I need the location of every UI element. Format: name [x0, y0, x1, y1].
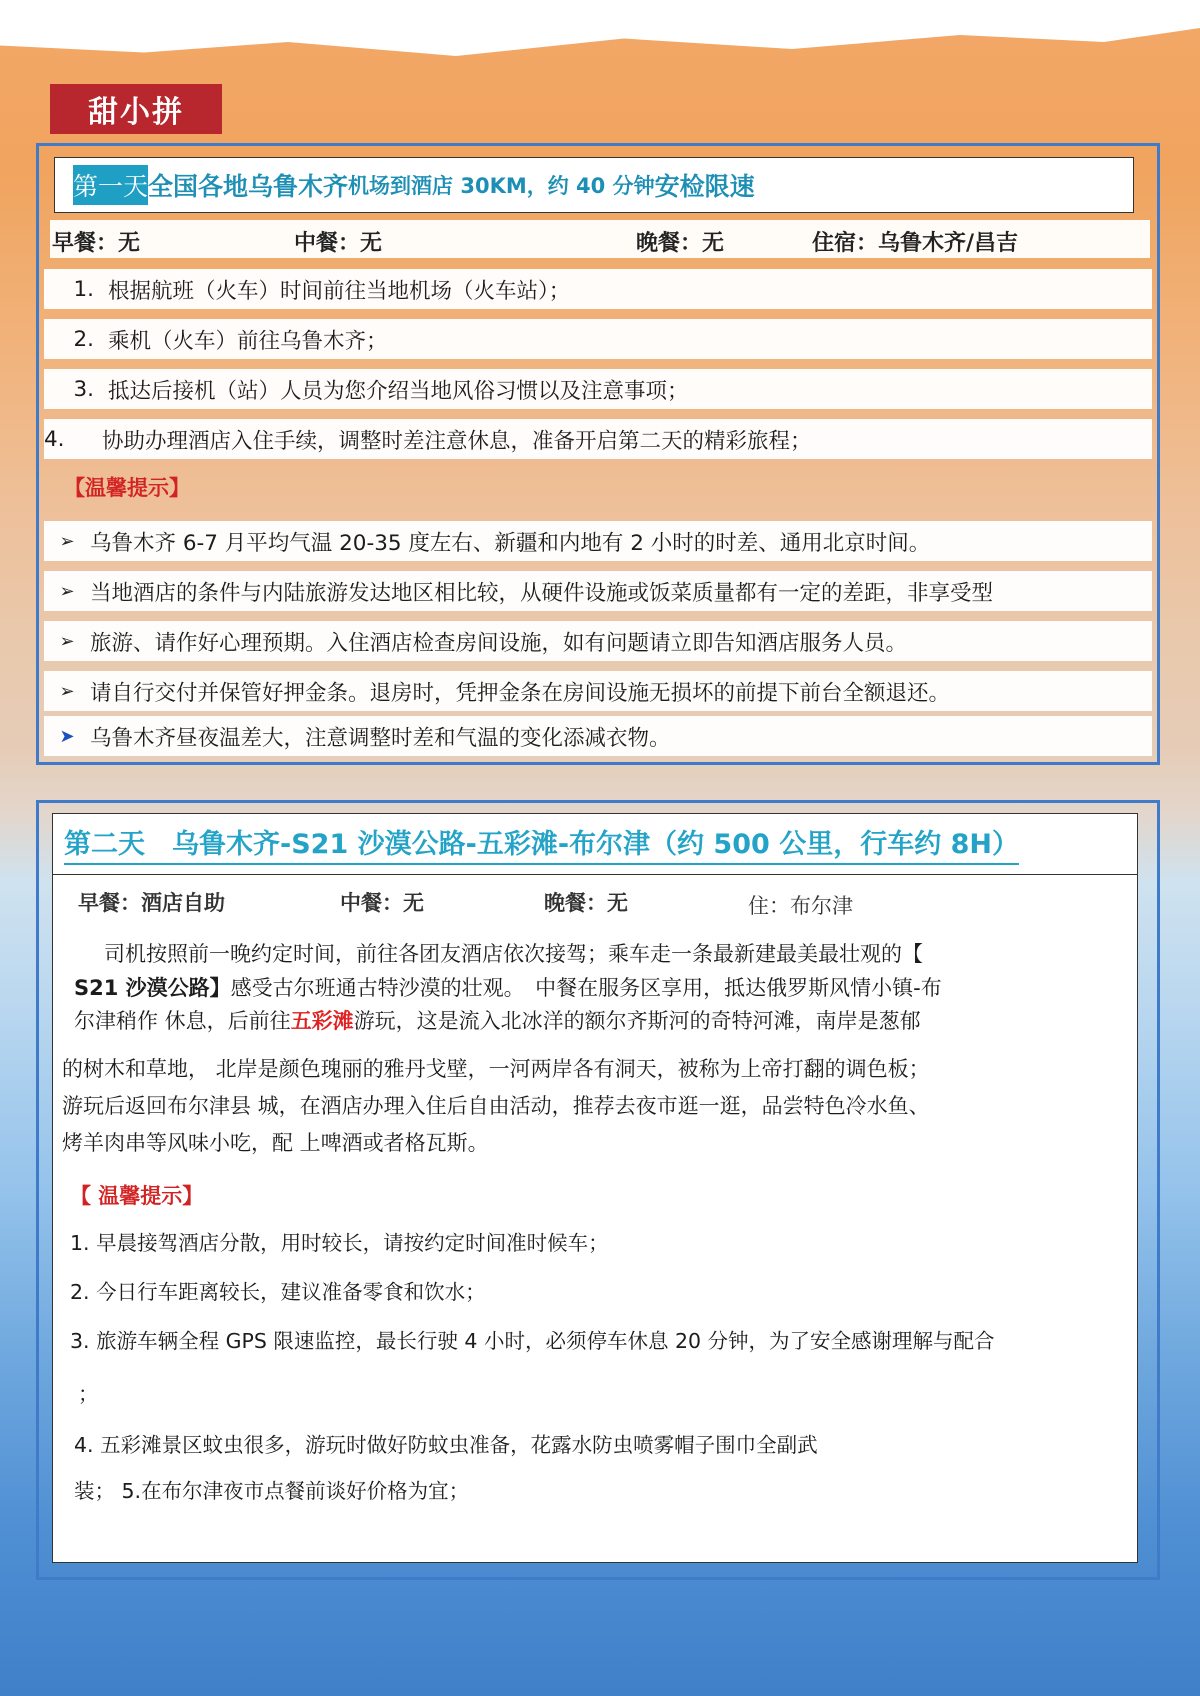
- day1-title-sub: 机场到酒店 30KM，约 40 分钟: [348, 174, 655, 198]
- day2-para2-line: 烤羊肉串等风味小吃，配 上啤酒或者格瓦斯。: [62, 1131, 489, 1155]
- day1-tip: [44, 571, 1152, 611]
- day2-stay: 住：布尔津: [748, 894, 853, 918]
- day2-dinner: 晚餐：无: [544, 891, 628, 915]
- day1-label: 第一天: [73, 165, 148, 205]
- day2-tip: 1. 早晨接驾酒店分散，用时较长，请按约定时间准时候车；: [70, 1231, 609, 1255]
- para1-line3-pre: 尔津稍作 休息，后前往: [74, 1009, 291, 1033]
- day2-tip: 装； 5.在布尔津夜市点餐前谈好价格为宜；: [74, 1479, 470, 1503]
- step-number: 2.: [73, 326, 94, 352]
- day1-step: [44, 319, 1152, 359]
- step-number: 1.: [73, 276, 94, 302]
- day1-step: [44, 369, 1152, 409]
- day1-breakfast: 早餐：无: [52, 231, 141, 256]
- day1-tip: [44, 621, 1152, 661]
- day2-lunch: 中餐：无: [340, 891, 424, 915]
- day2-para1-line1: 司机按照前一晚约定时间，前往各团友酒店依次接驾；乘车走一条最新建最美最壮观的【: [104, 942, 923, 966]
- step-number: 3.: [73, 376, 94, 402]
- day2-tip: 4. 五彩滩景区蚊虫很多，游玩时做好防蚊虫准备，花露水防虫喷雾帽子围巾全副武: [74, 1433, 818, 1457]
- day2-tip: 3. 旅游车辆全程 GPS 限速监控，最长行驶 4 小时，必须停车休息 20 分钟，为了安全感谢理解与配合: [70, 1329, 995, 1353]
- step-text: 乘机（火车）前往乌鲁木齐；: [108, 328, 388, 354]
- step-number: 4.: [44, 426, 65, 452]
- day2-para1-line3: [74, 1005, 921, 1038]
- step-text: 抵达后接机（站）人员为您介绍当地风俗习惯以及注意事项；: [108, 378, 689, 404]
- day1-dinner: 晚餐：无: [636, 231, 725, 256]
- highway-name: S21 沙漠公路】: [74, 976, 231, 1000]
- day1-title: [54, 157, 1134, 213]
- day1-lunch: 中餐：无: [294, 231, 383, 256]
- day1-step: [44, 269, 1152, 309]
- highlight-wucaitan: 五彩滩: [290, 1009, 354, 1033]
- day2-tip: 2. 今日行车距离较长，建议准备零食和饮水；: [70, 1280, 486, 1304]
- day2-tips-heading: 【 温馨提示】: [70, 1184, 204, 1208]
- step-text: 协助办理酒店入住手续，调整时差注意休息，准备开启第二天的精彩旅程；: [102, 428, 812, 454]
- tip-text: 请自行交付并保管好押金条。退房时，凭押金条在房间设施无损坏的前提下前台全额退还。: [90, 680, 951, 706]
- arrow-bullet-icon: ➢: [59, 680, 75, 702]
- day1-tip: [44, 521, 1152, 561]
- logo-text: 甜小拼: [88, 95, 184, 130]
- arrow-bullet-icon: ➤: [59, 725, 75, 747]
- para1-line3-post: 游玩，这是流入北冰洋的额尔齐斯河的奇特河滩，南岸是葱郁: [353, 1009, 921, 1033]
- para1-line2-text: 感受古尔班通古特沙漠的壮观。 中餐在服务区享用，抵达俄罗斯风情小镇-布: [230, 976, 942, 1000]
- day1-tip: [44, 716, 1152, 756]
- arrow-bullet-icon: ➢: [59, 630, 75, 652]
- day1-title-end: 安检限速: [654, 172, 755, 201]
- tip-text: 旅游、请作好心理预期。入住酒店检查房间设施，如有问题请立即告知酒店服务人员。: [90, 630, 908, 656]
- day1-tips-heading: 【温馨提示】: [64, 476, 190, 500]
- day2-breakfast: 早餐：酒店自助: [78, 891, 225, 915]
- step-text: 根据航班（火车）时间前往当地机场（火车站）；: [108, 278, 571, 304]
- day2-para1-line2: [74, 972, 942, 1005]
- arrow-bullet-icon: ➢: [59, 530, 75, 552]
- day2-title-text: 第二天 乌鲁木齐-S21 沙漠公路-五彩滩-布尔津（约 500 公里，行车约 8H）: [64, 822, 1019, 865]
- day2-tip: ；: [78, 1382, 99, 1406]
- day1-tip: [44, 671, 1152, 711]
- arrow-bullet-icon: ➢: [59, 580, 75, 602]
- tip-text: 当地酒店的条件与内陆旅游发达地区相比较，从硬件设施或饭菜质量都有一定的差距，非享受型: [90, 580, 994, 606]
- day1-stay: 住宿：乌鲁木齐/昌吉: [812, 231, 1019, 256]
- day2-para2-line: 游玩后返回布尔津县 城，在酒店办理入住后自由活动，推荐去夜市逛一逛，品尝特色冷水鱼、: [62, 1094, 930, 1118]
- watercolor-edge: [0, 0, 1200, 70]
- day1-title-main: 全国各地乌鲁木齐: [148, 172, 349, 201]
- tip-text: 乌鲁木齐昼夜温差大，注意调整时差和气温的变化添减衣物。: [90, 725, 671, 751]
- day2-para2-line: 的树木和草地， 北岸是颜色瑰丽的雅丹戈壁，一河两岸各有洞天，被称为上帝打翻的调色板；: [62, 1057, 930, 1081]
- brand-logo: [50, 84, 222, 134]
- day2-title: [52, 813, 1138, 875]
- day1-meals-row: [50, 220, 1150, 258]
- day1-step: [44, 419, 1152, 459]
- tip-text: 乌鲁木齐 6-7 月平均气温 20-35 度左右、新疆和内地有 2 小时的时差、通用北京时间。: [90, 530, 931, 556]
